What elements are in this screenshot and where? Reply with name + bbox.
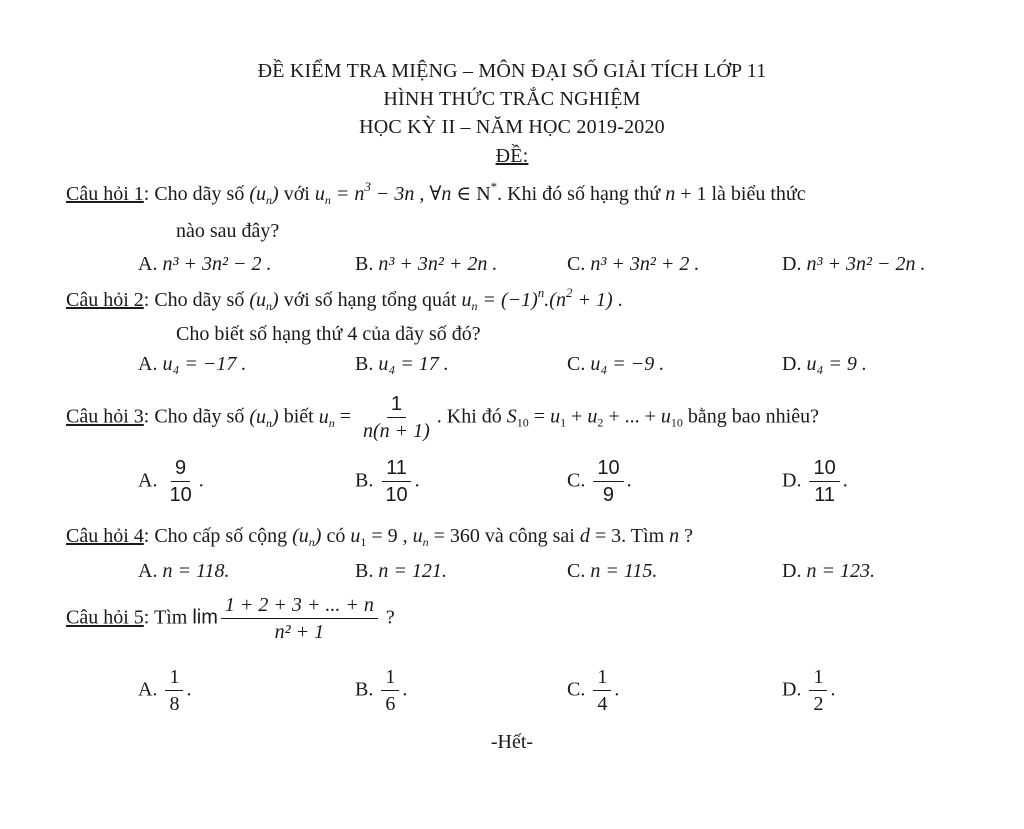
question-3-label: Câu hỏi 3 [66, 405, 144, 428]
question-5-option-d[interactable]: D. $\frac{1}{2}$ . [782, 666, 836, 715]
question-4-label: Câu hỏi 4 [66, 525, 144, 547]
question-2-option-a[interactable]: A. u₄ = −17 . [138, 353, 247, 375]
question-1: Câu hỏi 1: Cho dãy số $(u_n)$ với $u_n = n^3 - 3n$ , ∀n ∈ N*. Khi đó số hạng thứ n + 1 là biểu thức [66, 179, 806, 207]
question-2-option-b[interactable]: B. u₄ = 17 . [355, 353, 449, 375]
exam-format: HÌNH THỨC TRẮC NGHIỆM [383, 88, 641, 110]
question-4: Câu hỏi 4: Cho cấp số cộng $(u_n)$ có $u_1 = 9$ , $u_n = 360$ và công sai d = 3. Tìm n ? [66, 525, 694, 549]
exam-end-marker: -Hết- [490, 731, 534, 753]
question-3-option-c[interactable]: C. $\frac{10}{9}$ . [567, 457, 632, 506]
question-2-label: Câu hỏi 2 [66, 289, 144, 311]
question-1-option-c[interactable]: C. n³ + 3n² + 2 . [567, 253, 700, 275]
exam-title: ĐỀ KIỂM TRA MIỆNG – MÔN ĐẠI SỐ GIẢI TÍCH LỚP 11 [257, 60, 767, 82]
question-3-option-d[interactable]: D. $\frac{10}{11}$ . [782, 457, 848, 506]
question-4-option-c[interactable]: C. n = 115. [567, 560, 658, 582]
exam-section-heading: ĐỀ: [495, 145, 529, 167]
question-4-option-b[interactable]: B. n = 121. [355, 560, 447, 582]
question-4-option-a[interactable]: A. n = 118. [138, 560, 230, 582]
question-2-option-d[interactable]: D. u₄ = 9 . [782, 353, 867, 375]
question-5-limit-fraction: $\frac{1 + 2 + 3 + ... + n}{\text{n² + 1}}$ [221, 594, 378, 644]
question-2-continuation: Cho biết số hạng thứ 4 của dãy số đó? [176, 323, 481, 345]
question-2-option-c[interactable]: C. u₄ = −9 . [567, 353, 665, 375]
question-5-option-a[interactable]: A. $\frac{1}{8}$ . [138, 666, 192, 715]
question-5-option-b[interactable]: B. $\frac{1}{6}$ . [355, 666, 408, 715]
exam-term: HỌC KỲ II – NĂM HỌC 2019-2020 [359, 116, 665, 138]
question-1-option-a[interactable]: A. n³ + 3n² − 2 . [138, 253, 272, 275]
question-3-option-b[interactable]: B. $\frac{11}{10}$ . [355, 457, 420, 506]
question-3-option-a[interactable]: A. $\frac{9}{10}$ . [138, 457, 204, 506]
question-2: Câu hỏi 2: Cho dãy số $(u_n)$ với số hạng tổng quát $u_n = (-1)^n.(n^2 + 1)$ . [66, 285, 623, 313]
question-1-option-d[interactable]: D. n³ + 3n² − 2n . [782, 253, 926, 275]
question-1-label: Câu hỏi 1 [66, 183, 144, 205]
question-5-option-c[interactable]: C. $\frac{1}{4}$ . [567, 666, 620, 715]
question-4-option-d[interactable]: D. n = 123. [782, 560, 875, 582]
question-3: Câu hỏi 3: Cho dãy số $(u_n)$ biết $u_n$ = $\frac{1}{n(n + 1)}$ . Khi đó $S_{10} = u_1 + u_2$ + ... + $u_{10}$ bằng bao nhiêu? [66, 393, 819, 442]
question-1-option-b[interactable]: B. n³ + 3n² + 2n . [355, 253, 498, 275]
question-3-formula-fraction: $\frac{1}{n(n + 1)}$ [362, 393, 430, 442]
question-5: Câu hỏi 5: Tìm lim $\frac{1 + 2 + 3 + ... + n}{\text{n² + 1}}$ ? [66, 594, 395, 643]
question-5-label: Câu hỏi 5 [66, 606, 144, 629]
question-1-continuation: nào sau đây? [176, 220, 280, 242]
